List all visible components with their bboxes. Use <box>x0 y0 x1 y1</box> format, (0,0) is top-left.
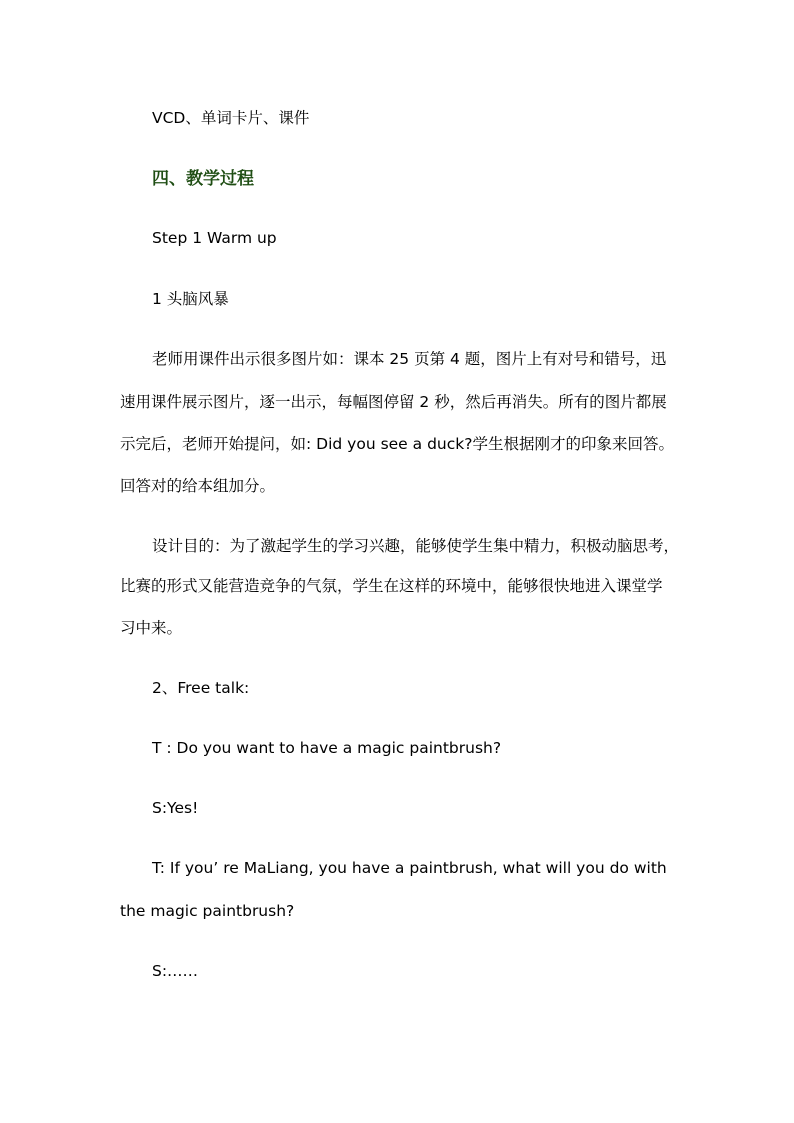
section-heading: 四、教学过程 <box>152 169 254 189</box>
dialogue-student-1: S:Yes! <box>152 799 199 817</box>
para1-line1: 老师用课件出示很多图片如：课本 25 页第 4 题，图片上有对号和错号，迅 <box>152 350 667 368</box>
para1-line3: 示完后，老师开始提问，如: Did you see a duck?学生根据刚才的印象来回答。 <box>120 435 674 453</box>
subsection-brainstorm: 1 头脑风暴 <box>152 290 229 308</box>
dialogue-teacher-2-line1: T: If you’ re MaLiang, you have a paintbrush, what will you do with <box>152 859 667 877</box>
dialogue-teacher-1: T : Do you want to have a magic paintbrush? <box>152 739 502 757</box>
para1-line2: 速用课件展示图片，逐一出示，每幅图停留 2 秒，然后再消失。所有的图片都展 <box>120 393 667 411</box>
materials-line: VCD、单词卡片、课件 <box>152 109 310 127</box>
dialogue-teacher-2-line2: the magic paintbrush? <box>120 902 295 920</box>
dialogue-student-2: S:…… <box>152 962 199 980</box>
para2-line2: 比赛的形式又能营造竞争的气氛，学生在这样的环境中，能够很快地进入课堂学 <box>120 577 663 595</box>
subsection-free-talk: 2、Free talk: <box>152 679 250 697</box>
para2-line3: 习中来。 <box>120 619 183 637</box>
step1-title: Step 1 Warm up <box>152 229 277 247</box>
para2-line1: 设计目的：为了激起学生的学习兴趣，能够使学生集中精力，积极动脑思考， <box>152 537 680 555</box>
para1-line4: 回答对的给本组加分。 <box>120 477 276 495</box>
